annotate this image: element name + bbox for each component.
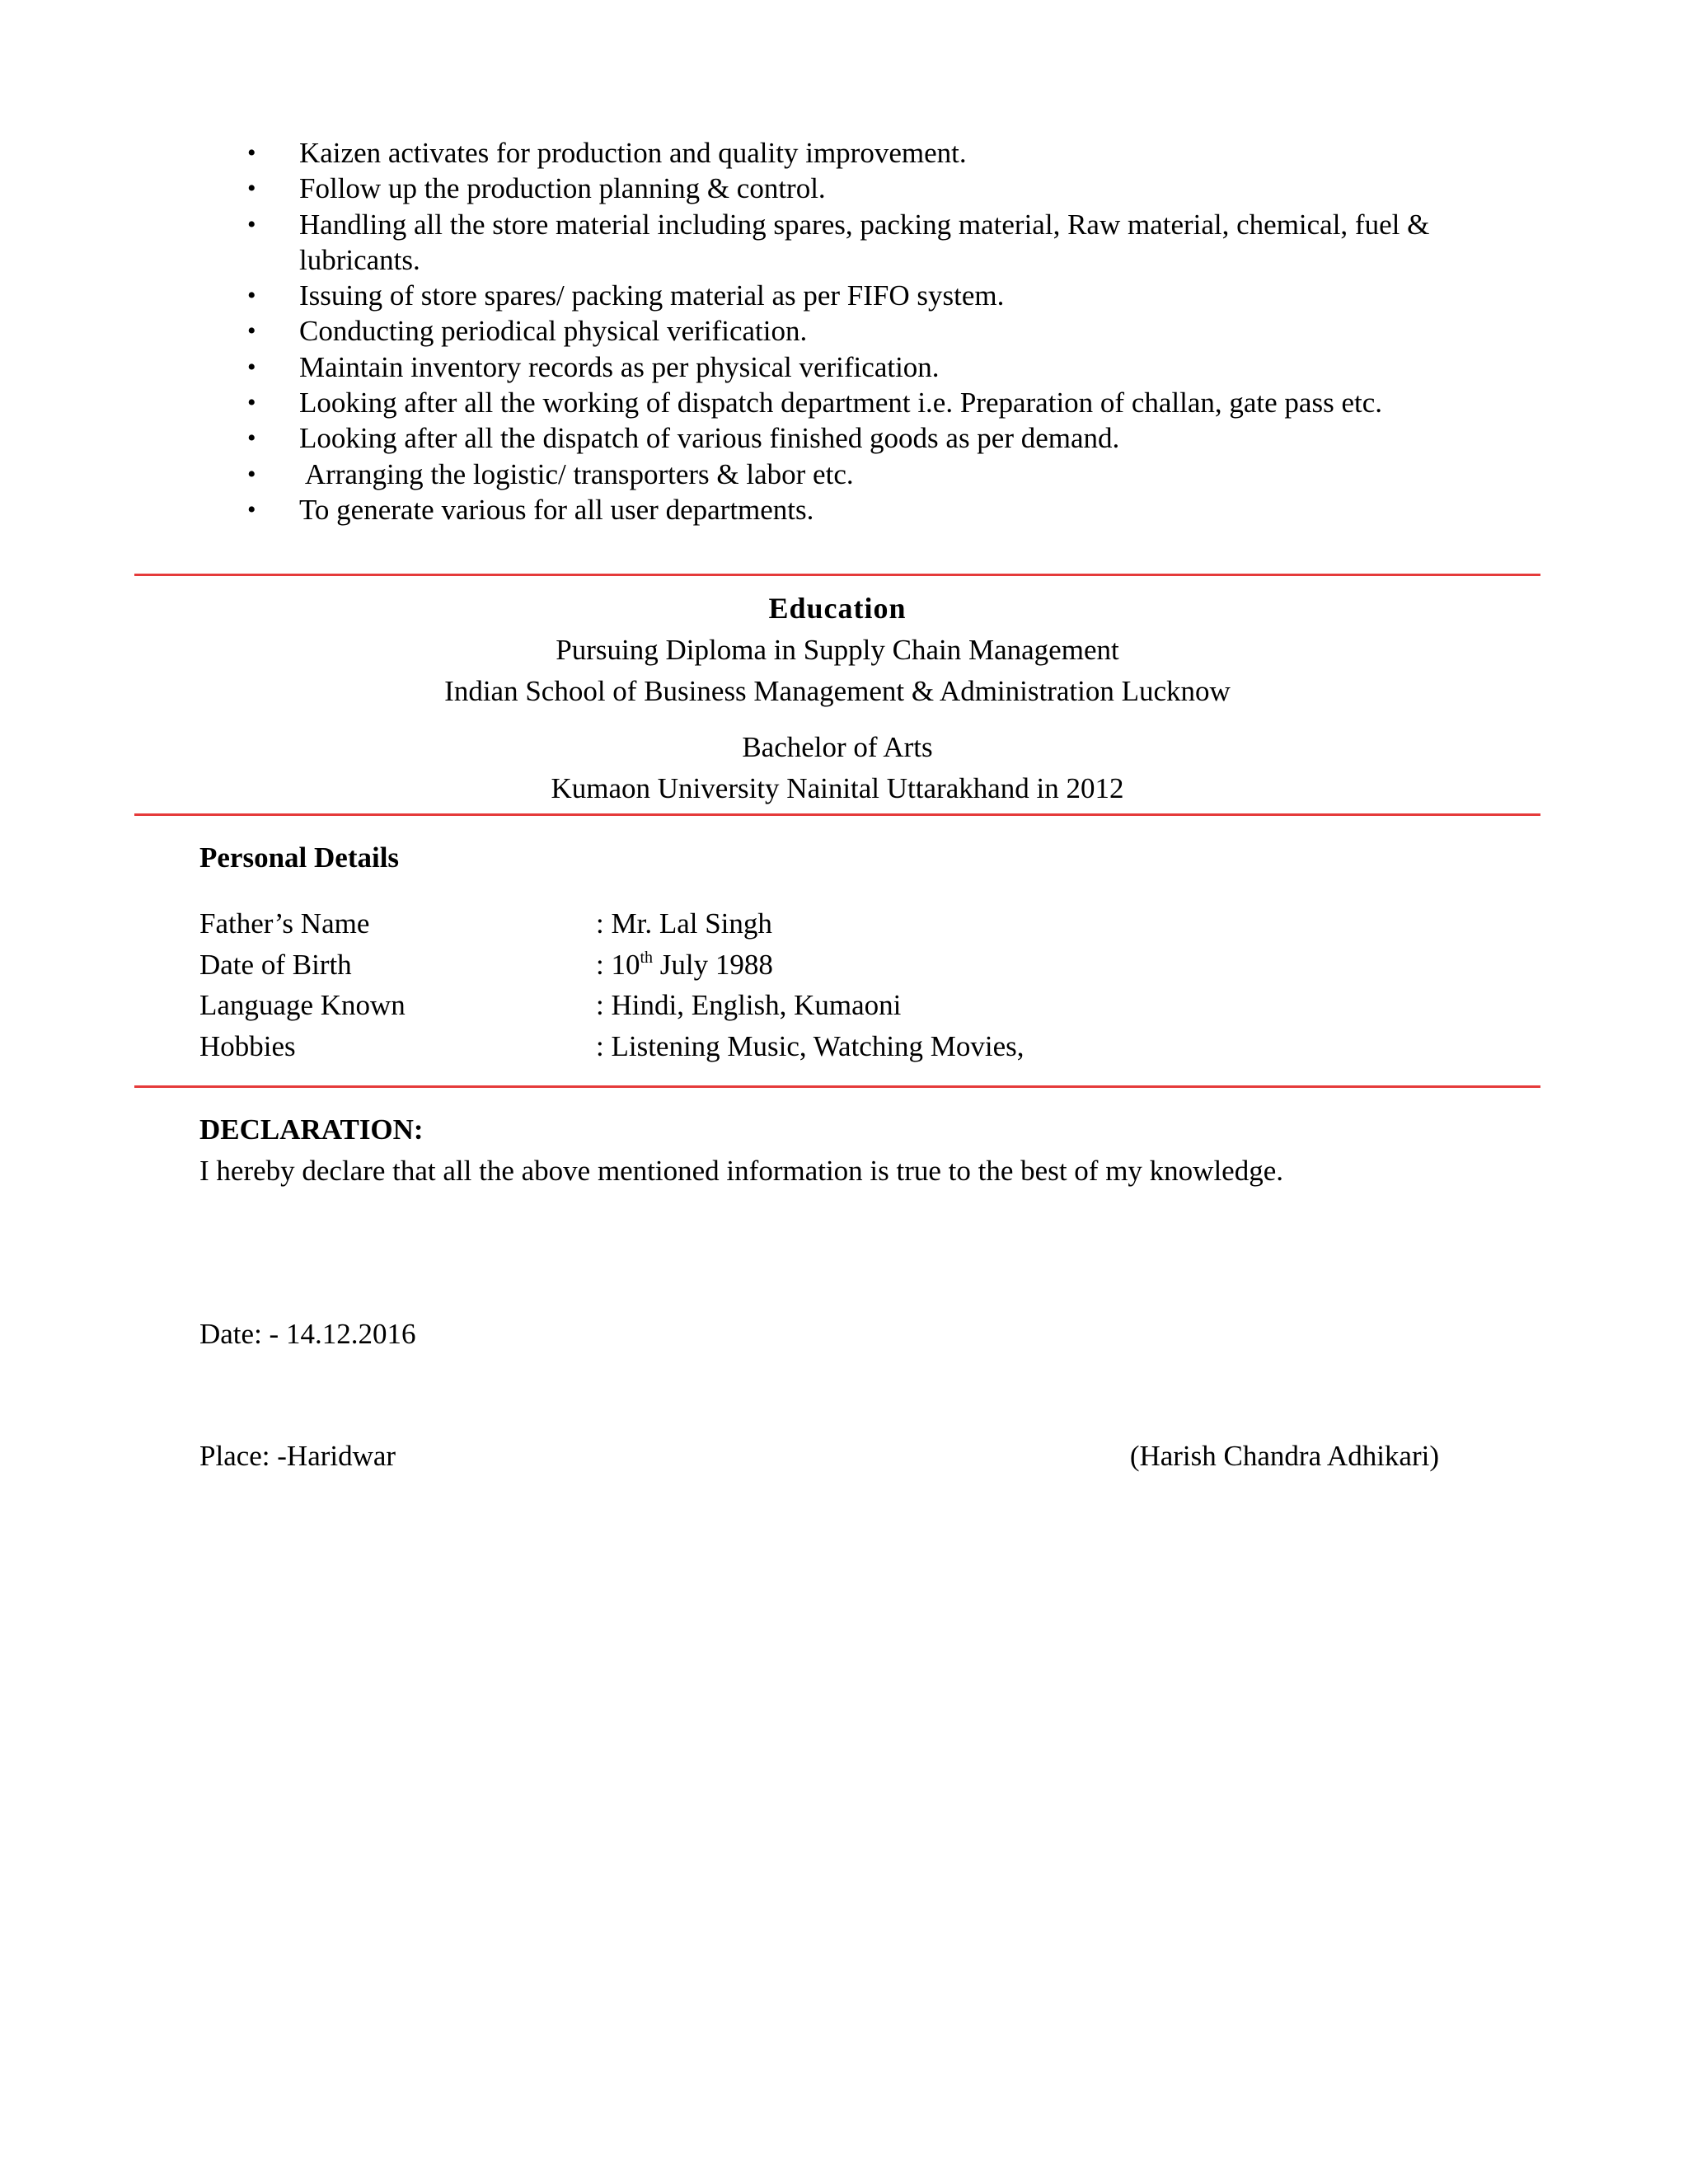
place-line: Place: -Haridwar — [199, 1440, 396, 1472]
bullet-icon: • — [247, 460, 256, 488]
bullet-icon: • — [247, 495, 256, 523]
list-item-text: To generate various for all user departments. — [299, 493, 814, 526]
detail-label: Hobbies — [199, 1029, 296, 1062]
education-institution: Indian School of Business Management & Administration Lucknow — [444, 675, 1231, 707]
declaration-text: I hereby declare that all the above mentioned information is true to the best of my knowledge. — [199, 1155, 1283, 1187]
list-item-text: Maintain inventory records as per physical verification. — [299, 350, 940, 383]
list-item — [247, 207, 1484, 279]
declaration-heading: DECLARATION: — [199, 1113, 424, 1146]
dob-ordinal-suffix: th — [640, 948, 654, 967]
bullet-icon: • — [247, 317, 256, 345]
bullet-icon: • — [247, 210, 256, 238]
detail-value: : Hindi, English, Kumaoni — [596, 989, 902, 1021]
detail-label: Language Known — [199, 989, 406, 1021]
responsibilities-list — [247, 135, 1484, 527]
list-item-text: Handling all the store material including spares, packing material, Raw material, chemical, fuel & lubricants. — [299, 208, 1430, 276]
date-line: Date: - 14.12.2016 — [199, 1318, 416, 1350]
detail-value — [596, 944, 773, 986]
list-item — [247, 349, 1484, 385]
education-institution: Kumaon University Nainital Uttarakhand in 2012 — [551, 772, 1124, 804]
education-degree: Bachelor of Arts — [742, 731, 933, 763]
declaration-section — [199, 1109, 1518, 1192]
list-item-text: Arranging the logistic/ transporters & labor etc. — [299, 457, 854, 490]
personal-details-table — [199, 903, 1518, 1066]
education-section — [134, 587, 1540, 809]
education-degree: Pursuing Diploma in Supply Chain Management — [556, 634, 1119, 666]
education-heading: Education — [768, 592, 907, 625]
dob-day: : 10 — [596, 948, 640, 981]
section-divider — [134, 813, 1540, 816]
detail-label: Father’s Name — [199, 907, 370, 940]
bullet-icon: • — [247, 282, 256, 310]
bullet-icon: • — [247, 353, 256, 381]
dob-month-year: July 1988 — [653, 948, 773, 981]
detail-value: : Mr. Lal Singh — [596, 907, 772, 940]
bullet-icon: • — [247, 139, 256, 166]
list-item — [247, 457, 1484, 492]
list-item-text: Kaizen activates for production and quality improvement. — [299, 137, 967, 169]
list-item — [247, 171, 1484, 206]
detail-row-hobbies — [199, 1026, 1518, 1067]
list-item-text: Follow up the production planning & control. — [299, 172, 826, 205]
education-entry — [134, 630, 1540, 712]
signature-name: (Harish Chandra Adhikari) — [1129, 1440, 1439, 1472]
personal-details-section — [199, 837, 1518, 1066]
list-item — [247, 385, 1484, 420]
list-item-text: Looking after all the working of dispatch department i.e. Preparation of challan, gate pass etc. — [299, 387, 1382, 419]
list-item — [247, 492, 1484, 527]
education-entry — [134, 727, 1540, 809]
list-item-text: Issuing of store spares/ packing material as per FIFO system. — [299, 279, 1005, 312]
list-item — [247, 135, 1484, 171]
bullet-icon: • — [247, 424, 256, 452]
list-item-text: Conducting periodical physical verification. — [299, 315, 808, 348]
detail-row-languages — [199, 985, 1518, 1026]
list-item — [247, 420, 1484, 456]
bullet-icon: • — [247, 175, 256, 203]
personal-details-heading: Personal Details — [199, 841, 400, 874]
detail-row-father-name — [199, 903, 1518, 944]
list-item-text: Looking after all the dispatch of various finished goods as per demand. — [299, 422, 1120, 455]
detail-label: Date of Birth — [199, 948, 352, 981]
list-item — [247, 313, 1484, 349]
list-item — [247, 278, 1484, 313]
section-divider — [134, 1085, 1540, 1088]
bullet-icon: • — [247, 389, 256, 417]
section-divider — [134, 574, 1540, 576]
detail-value: : Listening Music, Watching Movies, — [596, 1029, 1025, 1062]
detail-row-date-of-birth — [199, 944, 1518, 986]
